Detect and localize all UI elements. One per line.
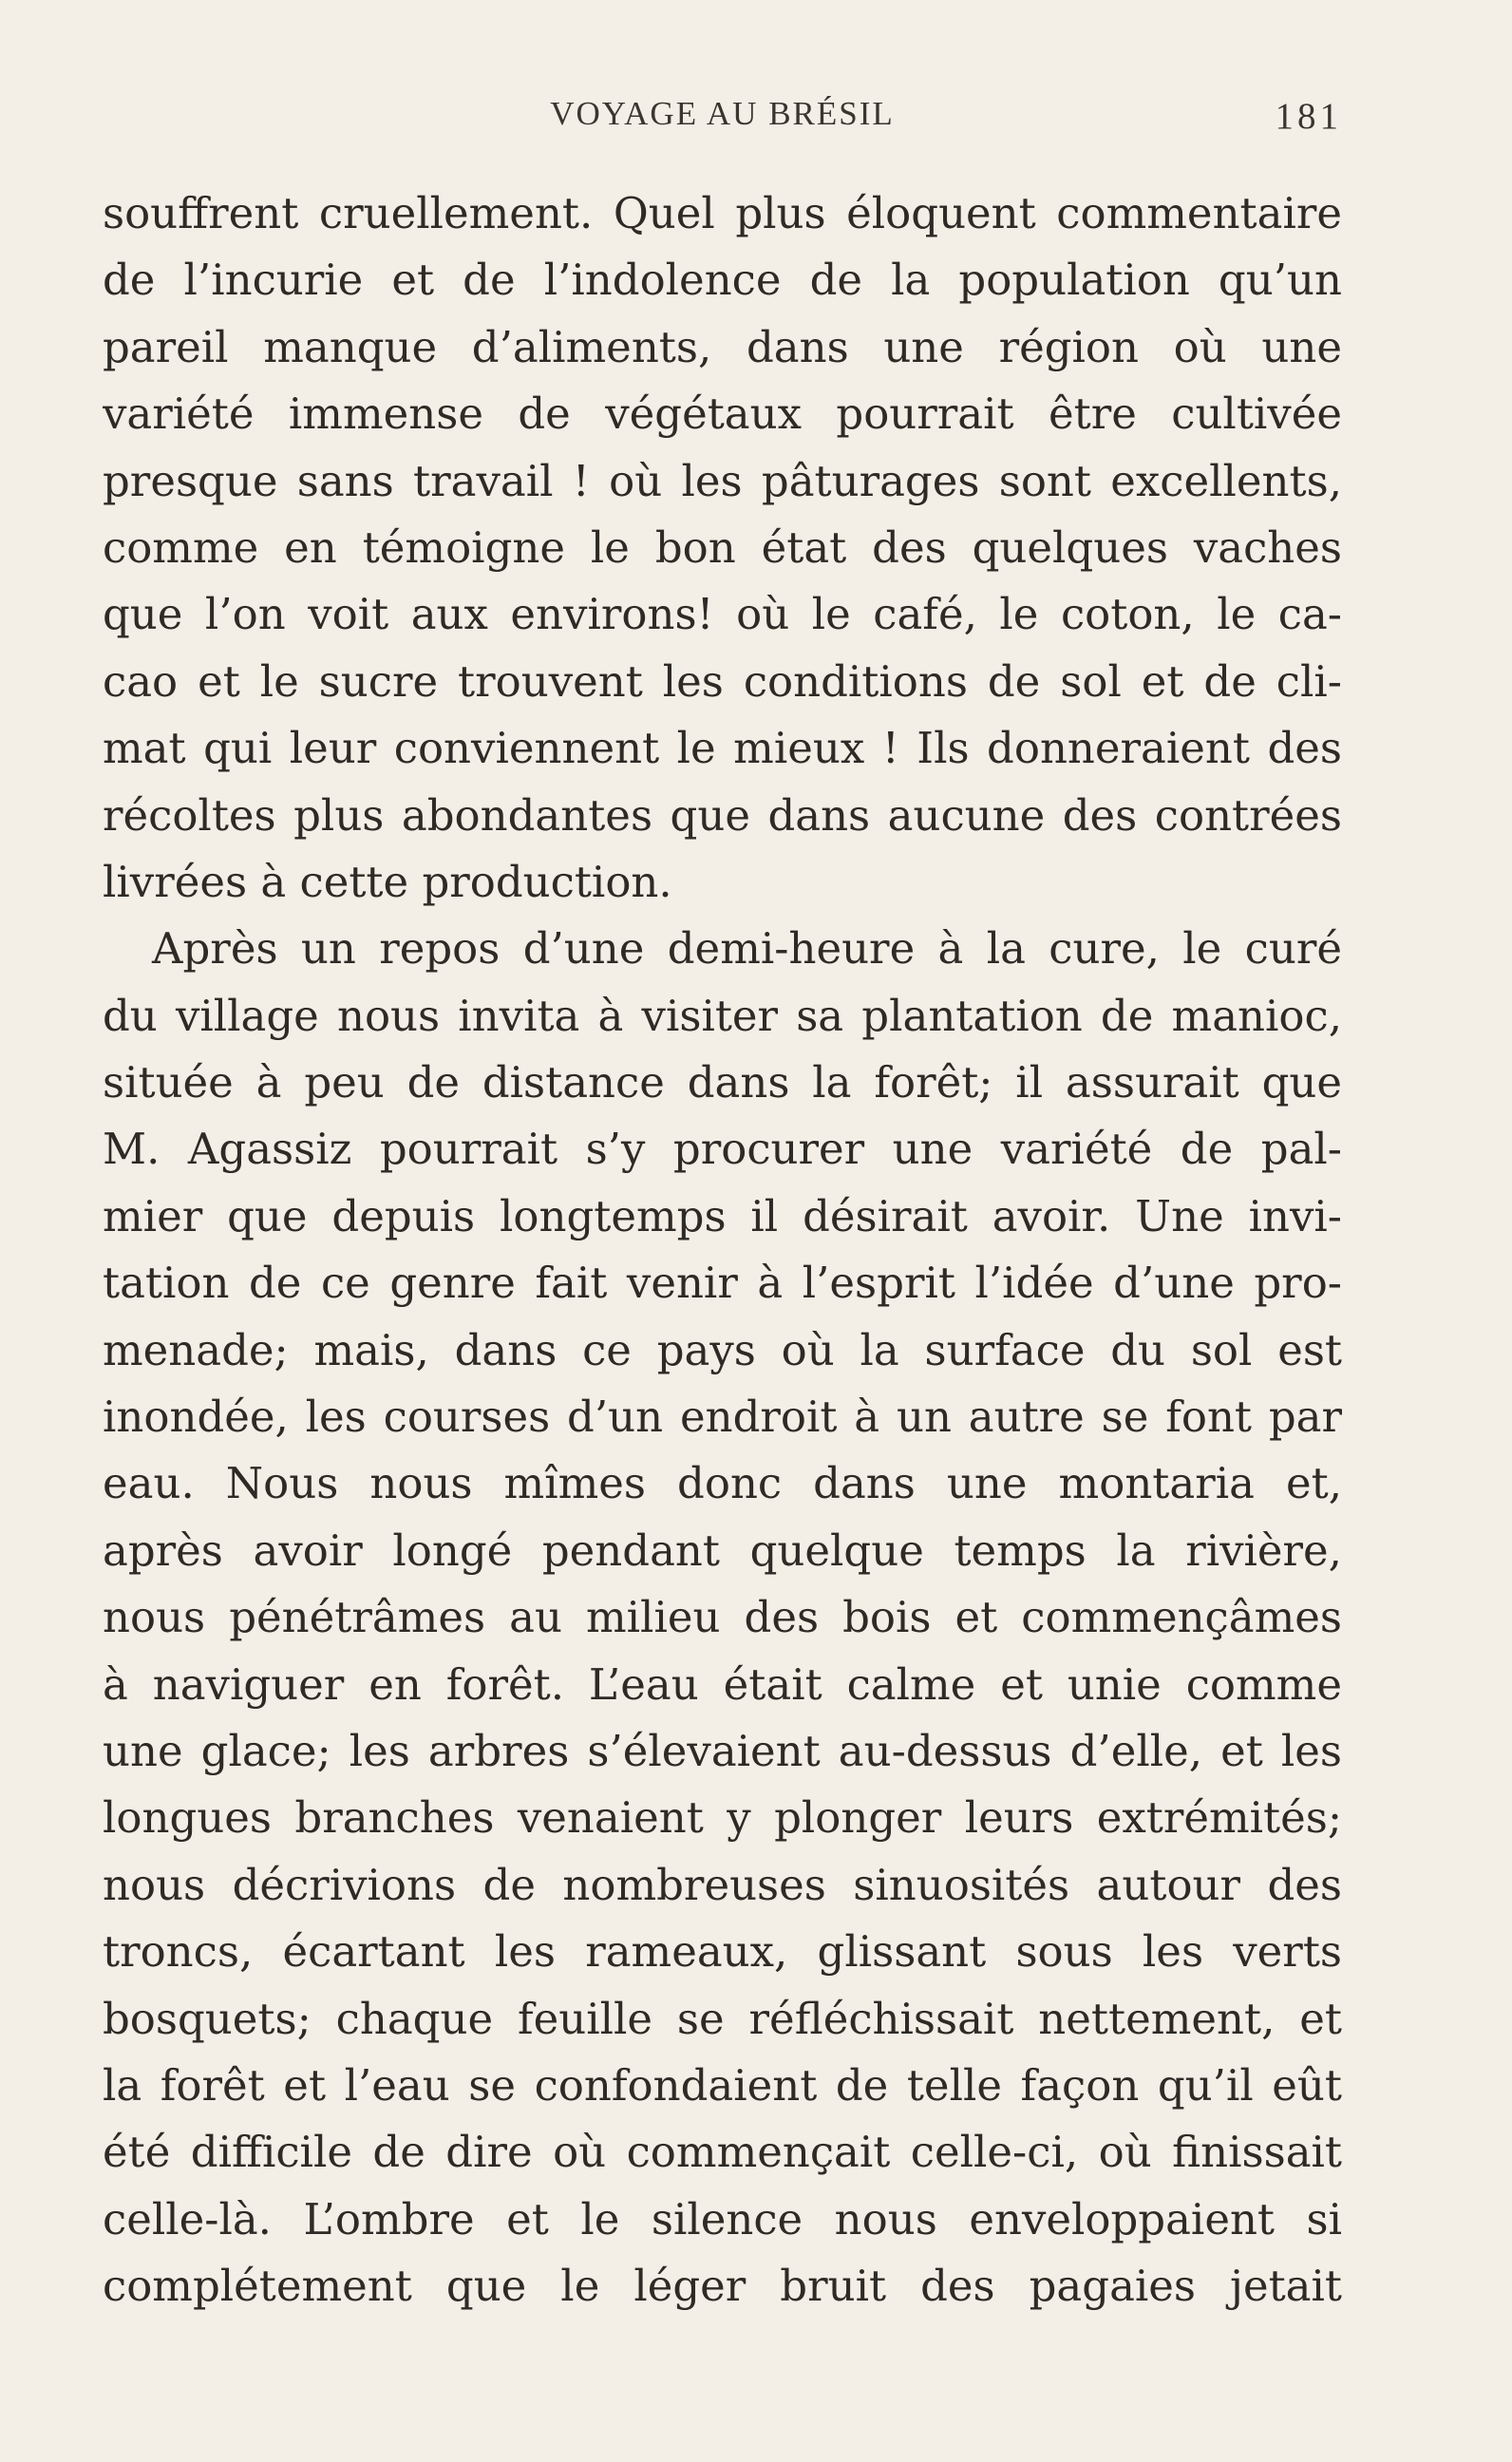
text-line: M. Agassiz pourrait s’y procurer une variété de pal- (103, 1124, 1342, 1175)
text-line: à naviguer en forêt. L’eau était calme et unie comme (103, 1658, 1342, 1710)
text-line: celle-là. L’ombre et le silence nous enveloppaient si (103, 2193, 1342, 2244)
text-line: nous décrivions de nombreuses sinuosités autour des (103, 1859, 1342, 1910)
body-text (103, 180, 1342, 2320)
text-line: une glace; les arbres s’élevaient au-dessus d’elle, et les (103, 1725, 1342, 1776)
text-line: menade; mais, dans ce pays où la surface du sol est (103, 1324, 1342, 1375)
text-line: du village nous invita à visiter sa plantation de manioc, (103, 990, 1342, 1041)
paragraph-end-line: livrées à cette production. (103, 856, 672, 907)
text-line: cao et le sucre trouvent les conditions de sol et de cli- (103, 655, 1342, 707)
text-line: pareil manque d’aliments, dans une région où une (103, 321, 1342, 372)
paragraph-start-line: Après un repos d’une demi-heure à la cure, le curé (152, 923, 1342, 975)
text-line: que l’on voit aux environs! où le café, le coton, le ca- (103, 589, 1342, 640)
text-line: située à peu de distance dans la forêt; il assurait que (103, 1057, 1342, 1108)
page-header (103, 95, 1342, 152)
text-line: nous pénétrâmes au milieu des bois et commençâmes (103, 1592, 1342, 1643)
text-line: mat qui leur conviennent le mieux ! Ils donneraient des (103, 723, 1342, 774)
text-line: tation de ce genre fait venir à l’esprit l’idée d’une pro- (103, 1258, 1342, 1309)
text-line: souffrent cruellement. Quel plus éloquent commentaire (103, 188, 1342, 238)
text-line: de l’incurie et de l’indolence de la population qu’un (103, 255, 1342, 306)
running-title: VOYAGE AU BRÉSIL (550, 95, 895, 132)
text-line: mier que depuis longtemps il désirait avoir. Une invi- (103, 1190, 1342, 1241)
text-line: comme en témoigne le bon état des quelques vaches (103, 521, 1342, 573)
page-number: 181 (1275, 96, 1342, 137)
text-line: presque sans travail ! où les pâturages sont excellents, (103, 455, 1342, 506)
text-line: longues branches venaient y plonger leurs extrémités; (103, 1792, 1342, 1844)
text-line: la forêt et l’eau se confondaient de telle façon qu’il eût (103, 2059, 1342, 2111)
text-line: troncs, écartant les rameaux, glissant sous les verts (103, 1926, 1342, 1978)
text-line: variété immense de végétaux pourrait être cultivée (103, 388, 1342, 440)
text-line: été difficile de dire où commençait celle-ci, où finissait (103, 2127, 1342, 2178)
text-line: eau. Nous nous mîmes donc dans une montaria et, (103, 1458, 1342, 1509)
text-line: bosquets; chaque feuille se réfléchissait nettement, et (103, 1993, 1342, 2044)
text-line: inondée, les courses d’un endroit à un autre se font par (103, 1392, 1342, 1443)
text-line: complétement que le léger bruit des pagaies jetait (103, 2261, 1342, 2312)
text-line: récoltes plus abondantes que dans aucune des contrées (103, 789, 1342, 841)
text-line: après avoir longé pendant quelque temps la rivière, (103, 1525, 1342, 1576)
